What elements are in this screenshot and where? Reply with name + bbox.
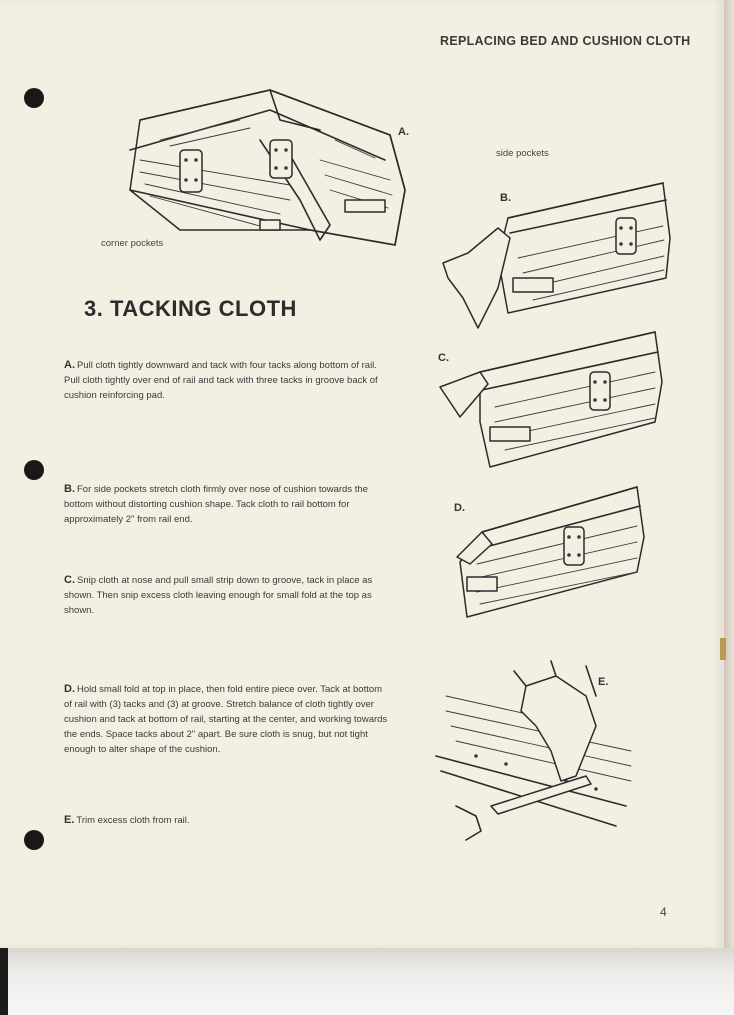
figure-c-snip-cloth (440, 322, 666, 472)
figure-e-trim-cloth (436, 656, 636, 840)
step-text: Hold small fold at top in place, then fold entire piece over. Tack at bottom of rail with (3) tacks and (3) at groove. Stretch balance of cloth tightly over cushion and tack at bottom of rail, starting at the center, and working towards the ends. Space tacks about 2" apart. Be sure cloth is snug, but not tight enough to alter shape of the cushion. (64, 684, 388, 755)
figure-letter-d: D. (454, 502, 465, 514)
binder-hole (24, 830, 44, 850)
step-text: Trim excess cloth from rail. (76, 815, 190, 826)
step-letter: A. (64, 359, 75, 371)
step-a (64, 358, 390, 403)
page-edge (724, 0, 734, 948)
figure-letter-e: E. (598, 676, 609, 688)
caption-corner-pockets: corner pockets (101, 238, 164, 249)
caption-side-pockets: side pockets (496, 148, 549, 159)
figure-letter-a: A. (398, 126, 409, 138)
figure-d-fold-over (452, 472, 648, 622)
step-text: Snip cloth at nose and pull small strip down to groove, tack in place as shown. Then snip excess cloth leaving enough for small fold at the top as shown. (64, 575, 373, 616)
figure-letter-c: C. (438, 352, 449, 364)
index-tab (720, 638, 726, 660)
page-header: REPLACING BED AND CUSHION CLOTH (440, 34, 691, 48)
step-d (64, 682, 390, 757)
step-letter: B. (64, 483, 75, 495)
binder-hole (24, 88, 44, 108)
step-text: Pull cloth tightly downward and tack with four tacks along bottom of rail. Pull cloth tightly over end of rail and tack with three tacks in groove back of cushion reinforcing pad. (64, 360, 378, 401)
page-number: 4 (660, 905, 667, 919)
scan-edge (0, 948, 8, 1015)
figure-a-corner-pockets (120, 80, 420, 270)
step-c (64, 573, 390, 618)
step-letter: E. (64, 814, 75, 826)
figure-b-side-pocket (438, 178, 674, 328)
binder-hole (24, 460, 44, 480)
figure-letter-b: B. (500, 192, 511, 204)
scan-background (0, 948, 734, 1015)
step-e (64, 813, 390, 828)
step-letter: D. (64, 683, 75, 695)
step-letter: C. (64, 574, 75, 586)
step-text: For side pockets stretch cloth firmly over nose of cushion towards the bottom without distorting cushion shape. Tack cloth to rail bottom for approximately 2" from rail end. (64, 484, 368, 525)
step-b (64, 482, 390, 527)
section-title: 3. TACKING CLOTH (84, 296, 297, 321)
